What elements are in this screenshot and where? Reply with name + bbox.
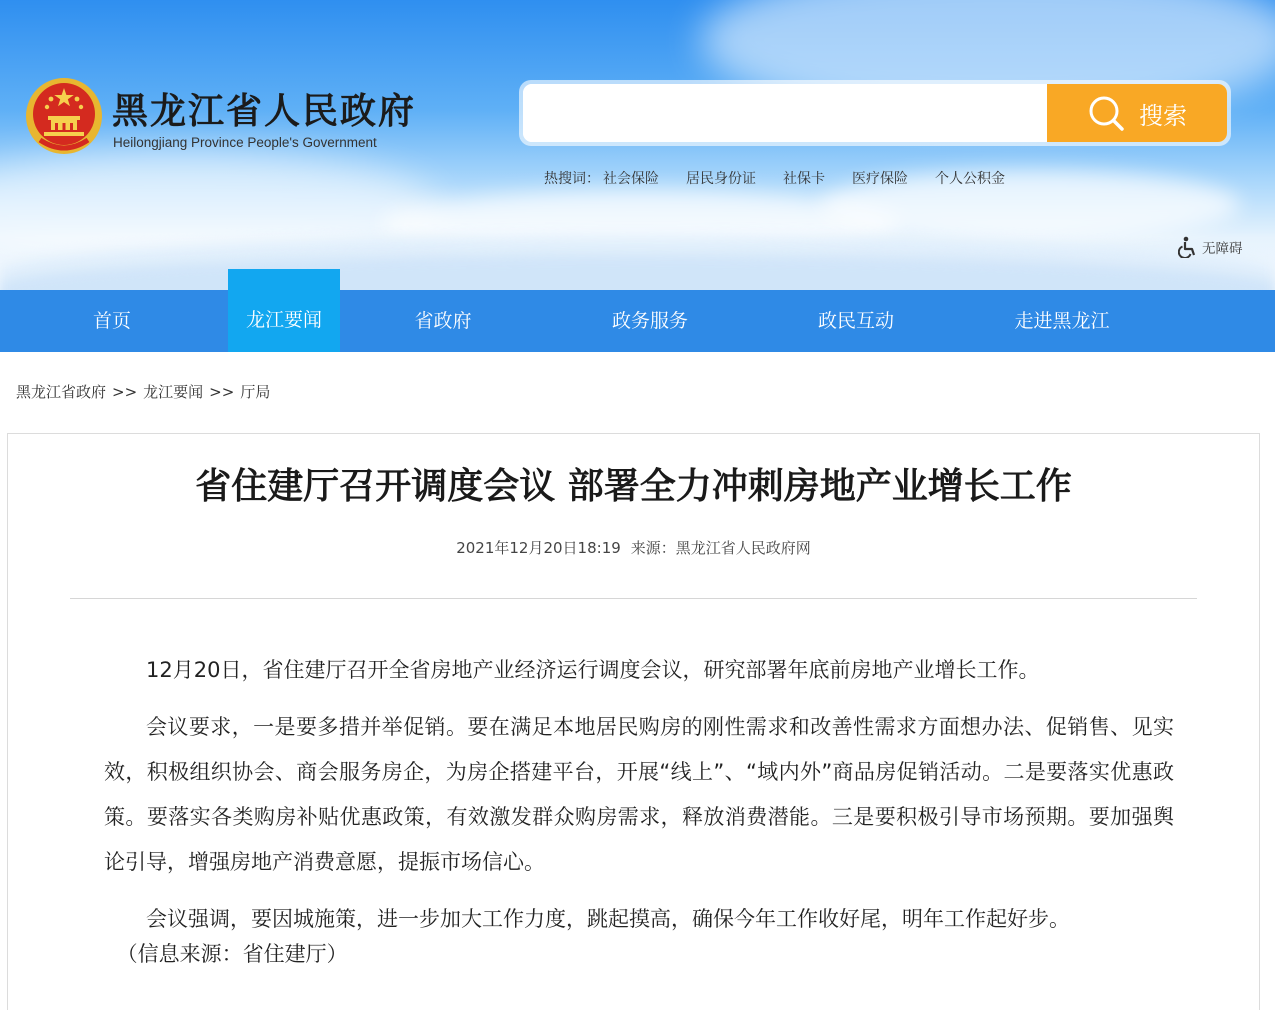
article-paragraph: 12月20日，省住建厅召开全省房地产业经济运行调度会议，研究部署年底前房地产业增长工作。 — [146, 658, 1040, 682]
hot-word-medical-insurance[interactable]: 医疗保险 — [852, 171, 908, 187]
nav-item-public-interaction[interactable]: 政民互动 — [817, 310, 894, 332]
article-datetime: 2021年12月20日18:19 — [456, 539, 621, 557]
main-nav — [0, 290, 1275, 352]
site-name-english: Heilongjiang Province People's Government — [113, 135, 377, 150]
search-icon — [1087, 94, 1125, 132]
breadcrumb-departments[interactable]: 厅局 — [240, 383, 271, 401]
wheelchair-icon — [1178, 236, 1198, 258]
nav-item-government-services[interactable]: 政务服务 — [611, 310, 688, 332]
article-paragraph: 会议要求，一是要多措并举促销。要在满足本地居民购房的刚性需求和改善性需求方面想办法、促销售、见实效，积极组织协会、商会服务房企，为房企搭建平台，开展“线上”、“域内外”商品房促销活动。二是要落实优惠政策。要落实各类购房补贴优惠政策，有效激发群众购房需求，释放消费潜能。三是要积极引导市场预期。要加强舆论引导，增强房地产消费意愿，提振市场信心。 — [104, 715, 1174, 874]
nav-item-longjiang-news[interactable]: 龙江要闻 — [228, 269, 340, 352]
search-bar — [519, 80, 1231, 146]
article-title: 省住建厅召开调度会议 部署全力冲刺房地产业增长工作 — [195, 466, 1072, 507]
hot-word-resident-id[interactable]: 居民身份证 — [686, 171, 756, 187]
breadcrumb-longjiang-news[interactable]: 龙江要闻 — [143, 383, 204, 401]
accessibility-label: 无障碍 — [1202, 241, 1243, 257]
hot-word-social-insurance[interactable]: 社会保险 — [603, 171, 659, 187]
hot-words-label: 热搜词： — [544, 171, 600, 187]
title-divider — [70, 598, 1197, 599]
breadcrumb — [16, 382, 270, 402]
search-input[interactable] — [523, 84, 1047, 142]
article-paragraph: 会议强调，要因城施策，进一步加大工作力度，跳起摸高，确保今年工作收好尾，明年工作起好步。 — [146, 907, 1070, 931]
article-source: 来源：黑龙江省人民政府网 — [630, 539, 811, 557]
accessibility-link[interactable] — [1178, 236, 1243, 258]
search-button[interactable] — [1047, 84, 1227, 142]
nav-item-provincial-government[interactable]: 省政府 — [414, 310, 472, 332]
nav-item-about-heilongjiang[interactable]: 走进黑龙江 — [1014, 310, 1110, 332]
hot-search-words — [544, 170, 1005, 188]
breadcrumb-home[interactable]: 黑龙江省政府 — [16, 383, 107, 401]
article-info-source: （信息来源：省住建厅） — [116, 942, 348, 966]
article-body — [104, 648, 1174, 989]
article-meta — [8, 538, 1259, 558]
hot-word-housing-fund[interactable]: 个人公积金 — [935, 171, 1005, 187]
nav-item-home[interactable]: 首页 — [92, 310, 131, 332]
article-panel — [7, 433, 1260, 1010]
site-name: 黑龙江省人民政府 — [112, 91, 417, 132]
breadcrumb-separator: >> — [209, 383, 235, 401]
search-inner — [523, 84, 1227, 142]
national-emblem-icon — [24, 76, 104, 156]
header-banner — [0, 0, 1275, 290]
hot-word-social-security-card[interactable]: 社保卡 — [783, 171, 825, 187]
search-button-label: 搜索 — [1139, 101, 1187, 130]
breadcrumb-separator: >> — [112, 383, 138, 401]
